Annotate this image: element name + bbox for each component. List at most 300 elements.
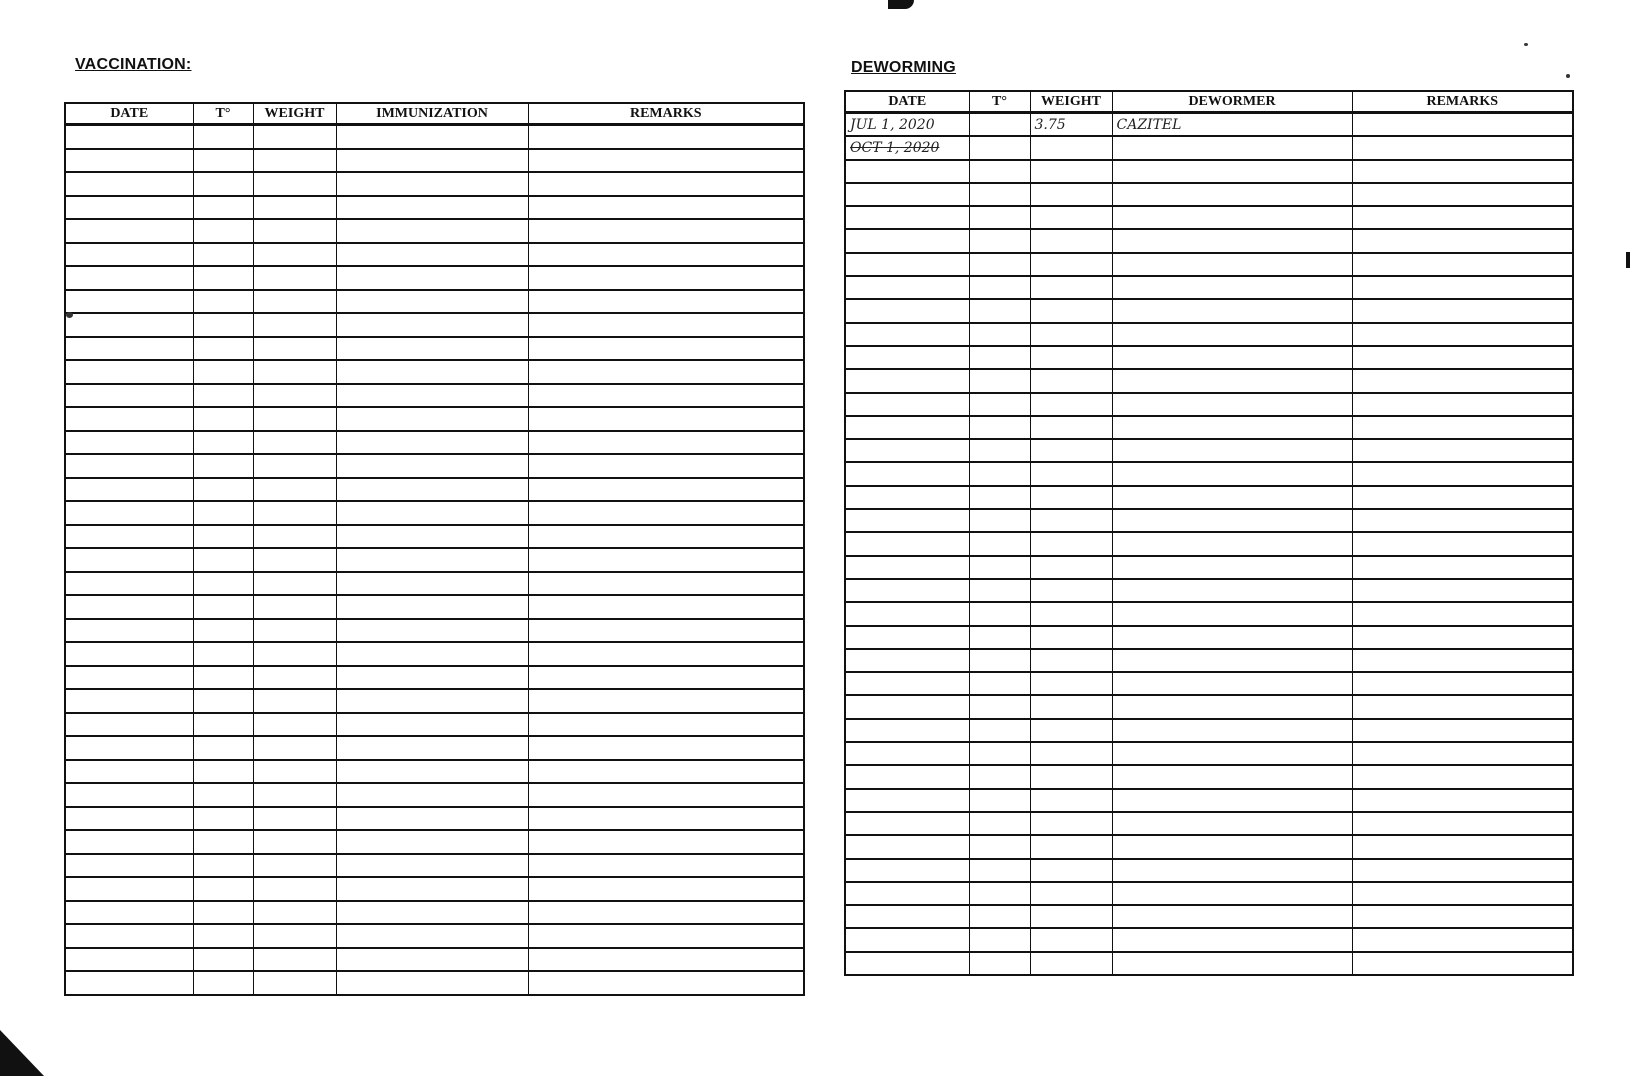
- vaccination-cell-remarks[interactable]: [528, 807, 804, 831]
- vaccination-cell-temperature[interactable]: [193, 196, 253, 220]
- vaccination-cell-immunization[interactable]: [336, 548, 528, 572]
- deworming-cell-weight[interactable]: [1030, 369, 1112, 392]
- vaccination-cell-remarks[interactable]: [528, 125, 804, 149]
- vaccination-cell-temperature[interactable]: [193, 548, 253, 572]
- deworming-cell-remarks[interactable]: [1352, 882, 1573, 905]
- vaccination-cell-immunization[interactable]: [336, 877, 528, 901]
- vaccination-cell-weight[interactable]: [253, 313, 336, 337]
- vaccination-cell-weight[interactable]: [253, 266, 336, 290]
- vaccination-cell-remarks[interactable]: [528, 830, 804, 854]
- vaccination-cell-temperature[interactable]: [193, 525, 253, 549]
- vaccination-cell-weight[interactable]: [253, 337, 336, 361]
- vaccination-cell-weight[interactable]: [253, 830, 336, 854]
- vaccination-cell-remarks[interactable]: [528, 149, 804, 173]
- vaccination-cell-temperature[interactable]: [193, 407, 253, 431]
- vaccination-cell-weight[interactable]: [253, 971, 336, 995]
- vaccination-cell-immunization[interactable]: [336, 384, 528, 408]
- deworming-cell-weight[interactable]: [1030, 416, 1112, 439]
- vaccination-cell-date[interactable]: [65, 807, 193, 831]
- deworming-cell-remarks[interactable]: [1352, 462, 1573, 485]
- deworming-cell-temperature[interactable]: [969, 789, 1030, 812]
- vaccination-cell-immunization[interactable]: [336, 196, 528, 220]
- deworming-cell-weight[interactable]: [1030, 695, 1112, 718]
- vaccination-cell-remarks[interactable]: [528, 313, 804, 337]
- vaccination-cell-temperature[interactable]: [193, 736, 253, 760]
- vaccination-cell-temperature[interactable]: [193, 337, 253, 361]
- vaccination-cell-weight[interactable]: [253, 760, 336, 784]
- vaccination-cell-remarks[interactable]: [528, 525, 804, 549]
- deworming-cell-dewormer[interactable]: [1112, 649, 1352, 672]
- vaccination-cell-remarks[interactable]: [528, 266, 804, 290]
- deworming-cell-temperature[interactable]: [969, 579, 1030, 602]
- vaccination-cell-temperature[interactable]: [193, 619, 253, 643]
- vaccination-cell-date[interactable]: [65, 971, 193, 995]
- vaccination-cell-remarks[interactable]: [528, 666, 804, 690]
- vaccination-cell-weight[interactable]: [253, 901, 336, 925]
- vaccination-cell-remarks[interactable]: [528, 172, 804, 196]
- vaccination-cell-temperature[interactable]: [193, 125, 253, 149]
- vaccination-cell-weight[interactable]: [253, 689, 336, 713]
- vaccination-cell-remarks[interactable]: [528, 572, 804, 596]
- vaccination-cell-weight[interactable]: [253, 948, 336, 972]
- deworming-cell-remarks[interactable]: [1352, 602, 1573, 625]
- deworming-cell-remarks[interactable]: [1352, 206, 1573, 229]
- vaccination-cell-immunization[interactable]: [336, 290, 528, 314]
- deworming-cell-weight[interactable]: [1030, 206, 1112, 229]
- vaccination-cell-date[interactable]: [65, 337, 193, 361]
- deworming-cell-remarks[interactable]: [1352, 626, 1573, 649]
- deworming-cell-temperature[interactable]: [969, 253, 1030, 276]
- vaccination-cell-remarks[interactable]: [528, 360, 804, 384]
- deworming-cell-weight[interactable]: [1030, 299, 1112, 322]
- deworming-cell-dewormer[interactable]: [1112, 835, 1352, 858]
- vaccination-cell-weight[interactable]: [253, 431, 336, 455]
- deworming-cell-date[interactable]: [845, 206, 969, 229]
- vaccination-cell-date[interactable]: [65, 454, 193, 478]
- deworming-cell-temperature[interactable]: [969, 462, 1030, 485]
- deworming-cell-dewormer[interactable]: [1112, 346, 1352, 369]
- deworming-cell-dewormer[interactable]: [1112, 672, 1352, 695]
- vaccination-cell-date[interactable]: [65, 877, 193, 901]
- deworming-cell-dewormer[interactable]: [1112, 136, 1352, 159]
- deworming-cell-weight[interactable]: [1030, 859, 1112, 882]
- deworming-cell-dewormer[interactable]: [1112, 393, 1352, 416]
- vaccination-cell-date[interactable]: [65, 901, 193, 925]
- deworming-cell-remarks[interactable]: [1352, 765, 1573, 788]
- vaccination-cell-immunization[interactable]: [336, 642, 528, 666]
- vaccination-cell-weight[interactable]: [253, 736, 336, 760]
- vaccination-cell-temperature[interactable]: [193, 924, 253, 948]
- deworming-cell-remarks[interactable]: [1352, 299, 1573, 322]
- vaccination-cell-weight[interactable]: [253, 548, 336, 572]
- vaccination-cell-date[interactable]: [65, 689, 193, 713]
- deworming-cell-dewormer[interactable]: [1112, 323, 1352, 346]
- deworming-cell-date[interactable]: [845, 928, 969, 951]
- deworming-cell-weight[interactable]: [1030, 905, 1112, 928]
- vaccination-cell-remarks[interactable]: [528, 196, 804, 220]
- deworming-cell-dewormer[interactable]: [1112, 742, 1352, 765]
- deworming-cell-date[interactable]: [845, 253, 969, 276]
- vaccination-cell-weight[interactable]: [253, 713, 336, 737]
- deworming-cell-remarks[interactable]: [1352, 509, 1573, 532]
- vaccination-cell-immunization[interactable]: [336, 760, 528, 784]
- vaccination-cell-immunization[interactable]: [336, 431, 528, 455]
- deworming-cell-date[interactable]: [845, 509, 969, 532]
- deworming-cell-date[interactable]: [845, 532, 969, 555]
- deworming-cell-remarks[interactable]: [1352, 719, 1573, 742]
- deworming-cell-temperature[interactable]: [969, 556, 1030, 579]
- vaccination-cell-immunization[interactable]: [336, 948, 528, 972]
- deworming-cell-date[interactable]: [845, 299, 969, 322]
- deworming-cell-date[interactable]: [845, 416, 969, 439]
- vaccination-cell-immunization[interactable]: [336, 807, 528, 831]
- deworming-cell-weight[interactable]: [1030, 556, 1112, 579]
- deworming-cell-weight[interactable]: [1030, 229, 1112, 252]
- deworming-cell-date[interactable]: OCT 1, 2020: [845, 136, 969, 159]
- vaccination-cell-immunization[interactable]: [336, 713, 528, 737]
- vaccination-cell-immunization[interactable]: [336, 666, 528, 690]
- deworming-cell-weight[interactable]: [1030, 183, 1112, 206]
- deworming-cell-temperature[interactable]: [969, 532, 1030, 555]
- deworming-cell-remarks[interactable]: [1352, 695, 1573, 718]
- vaccination-cell-immunization[interactable]: [336, 572, 528, 596]
- deworming-cell-remarks[interactable]: [1352, 393, 1573, 416]
- deworming-cell-remarks[interactable]: [1352, 346, 1573, 369]
- deworming-cell-temperature[interactable]: [969, 276, 1030, 299]
- vaccination-cell-remarks[interactable]: [528, 924, 804, 948]
- vaccination-cell-temperature[interactable]: [193, 290, 253, 314]
- deworming-cell-dewormer[interactable]: [1112, 905, 1352, 928]
- deworming-cell-temperature[interactable]: [969, 672, 1030, 695]
- deworming-cell-weight[interactable]: [1030, 136, 1112, 159]
- deworming-cell-date[interactable]: [845, 439, 969, 462]
- deworming-cell-weight[interactable]: [1030, 486, 1112, 509]
- deworming-cell-remarks[interactable]: [1352, 835, 1573, 858]
- vaccination-cell-weight[interactable]: [253, 219, 336, 243]
- deworming-cell-weight[interactable]: [1030, 765, 1112, 788]
- vaccination-cell-immunization[interactable]: [336, 901, 528, 925]
- vaccination-cell-immunization[interactable]: [336, 266, 528, 290]
- deworming-cell-temperature[interactable]: [969, 509, 1030, 532]
- deworming-cell-date[interactable]: [845, 486, 969, 509]
- deworming-cell-remarks[interactable]: [1352, 812, 1573, 835]
- deworming-cell-date[interactable]: [845, 160, 969, 183]
- vaccination-cell-temperature[interactable]: [193, 971, 253, 995]
- deworming-cell-dewormer[interactable]: [1112, 859, 1352, 882]
- deworming-cell-temperature[interactable]: [969, 229, 1030, 252]
- deworming-cell-date[interactable]: [845, 672, 969, 695]
- vaccination-cell-immunization[interactable]: [336, 337, 528, 361]
- deworming-cell-temperature[interactable]: [969, 649, 1030, 672]
- deworming-cell-weight[interactable]: [1030, 323, 1112, 346]
- deworming-cell-weight[interactable]: [1030, 602, 1112, 625]
- deworming-cell-remarks[interactable]: [1352, 649, 1573, 672]
- deworming-cell-weight[interactable]: [1030, 719, 1112, 742]
- deworming-cell-temperature[interactable]: [969, 439, 1030, 462]
- vaccination-cell-weight[interactable]: [253, 501, 336, 525]
- vaccination-cell-temperature[interactable]: [193, 666, 253, 690]
- deworming-cell-dewormer[interactable]: [1112, 416, 1352, 439]
- vaccination-cell-weight[interactable]: [253, 642, 336, 666]
- deworming-cell-dewormer[interactable]: [1112, 369, 1352, 392]
- deworming-cell-dewormer[interactable]: [1112, 719, 1352, 742]
- deworming-cell-remarks[interactable]: [1352, 253, 1573, 276]
- vaccination-cell-date[interactable]: [65, 760, 193, 784]
- vaccination-cell-date[interactable]: [65, 854, 193, 878]
- deworming-cell-temperature[interactable]: [969, 928, 1030, 951]
- vaccination-cell-weight[interactable]: [253, 877, 336, 901]
- deworming-cell-remarks[interactable]: [1352, 229, 1573, 252]
- vaccination-cell-temperature[interactable]: [193, 854, 253, 878]
- vaccination-cell-weight[interactable]: [253, 572, 336, 596]
- deworming-cell-date[interactable]: [845, 556, 969, 579]
- vaccination-cell-immunization[interactable]: [336, 595, 528, 619]
- deworming-cell-temperature[interactable]: [969, 113, 1030, 137]
- vaccination-cell-weight[interactable]: [253, 125, 336, 149]
- vaccination-cell-remarks[interactable]: [528, 501, 804, 525]
- deworming-cell-date[interactable]: [845, 323, 969, 346]
- vaccination-cell-remarks[interactable]: [528, 431, 804, 455]
- vaccination-cell-date[interactable]: [65, 172, 193, 196]
- deworming-cell-temperature[interactable]: [969, 719, 1030, 742]
- vaccination-cell-remarks[interactable]: [528, 337, 804, 361]
- vaccination-cell-temperature[interactable]: [193, 266, 253, 290]
- vaccination-cell-temperature[interactable]: [193, 642, 253, 666]
- vaccination-cell-temperature[interactable]: [193, 478, 253, 502]
- vaccination-cell-immunization[interactable]: [336, 783, 528, 807]
- vaccination-cell-immunization[interactable]: [336, 830, 528, 854]
- deworming-cell-temperature[interactable]: [969, 206, 1030, 229]
- deworming-cell-date[interactable]: [845, 393, 969, 416]
- deworming-cell-remarks[interactable]: [1352, 276, 1573, 299]
- deworming-cell-temperature[interactable]: [969, 136, 1030, 159]
- vaccination-cell-date[interactable]: [65, 548, 193, 572]
- vaccination-cell-date[interactable]: [65, 407, 193, 431]
- vaccination-cell-immunization[interactable]: [336, 172, 528, 196]
- vaccination-cell-temperature[interactable]: [193, 501, 253, 525]
- vaccination-cell-date[interactable]: [65, 219, 193, 243]
- vaccination-cell-date[interactable]: [65, 501, 193, 525]
- deworming-cell-date[interactable]: [845, 276, 969, 299]
- vaccination-cell-date[interactable]: [65, 619, 193, 643]
- vaccination-cell-date[interactable]: [65, 196, 193, 220]
- vaccination-cell-date[interactable]: [65, 313, 193, 337]
- vaccination-cell-date[interactable]: [65, 431, 193, 455]
- deworming-cell-date[interactable]: [845, 626, 969, 649]
- deworming-cell-temperature[interactable]: [969, 346, 1030, 369]
- vaccination-cell-immunization[interactable]: [336, 689, 528, 713]
- deworming-cell-temperature[interactable]: [969, 160, 1030, 183]
- deworming-cell-date[interactable]: [845, 346, 969, 369]
- vaccination-cell-weight[interactable]: [253, 854, 336, 878]
- deworming-cell-remarks[interactable]: [1352, 742, 1573, 765]
- deworming-cell-weight[interactable]: [1030, 579, 1112, 602]
- vaccination-cell-remarks[interactable]: [528, 642, 804, 666]
- deworming-cell-temperature[interactable]: [969, 765, 1030, 788]
- deworming-cell-weight[interactable]: [1030, 952, 1112, 975]
- vaccination-cell-immunization[interactable]: [336, 619, 528, 643]
- vaccination-cell-date[interactable]: [65, 478, 193, 502]
- vaccination-cell-temperature[interactable]: [193, 572, 253, 596]
- deworming-cell-dewormer[interactable]: [1112, 486, 1352, 509]
- deworming-cell-weight[interactable]: [1030, 253, 1112, 276]
- vaccination-cell-immunization[interactable]: [336, 971, 528, 995]
- vaccination-cell-remarks[interactable]: [528, 219, 804, 243]
- deworming-cell-date[interactable]: [845, 812, 969, 835]
- deworming-cell-weight[interactable]: [1030, 532, 1112, 555]
- deworming-cell-remarks[interactable]: [1352, 556, 1573, 579]
- vaccination-cell-remarks[interactable]: [528, 783, 804, 807]
- vaccination-cell-date[interactable]: [65, 924, 193, 948]
- deworming-cell-dewormer[interactable]: [1112, 952, 1352, 975]
- deworming-cell-date[interactable]: [845, 765, 969, 788]
- deworming-cell-temperature[interactable]: [969, 905, 1030, 928]
- deworming-cell-dewormer[interactable]: [1112, 928, 1352, 951]
- vaccination-cell-date[interactable]: [65, 666, 193, 690]
- deworming-cell-temperature[interactable]: [969, 835, 1030, 858]
- deworming-cell-weight[interactable]: [1030, 835, 1112, 858]
- vaccination-cell-immunization[interactable]: [336, 478, 528, 502]
- deworming-cell-remarks[interactable]: [1352, 136, 1573, 159]
- vaccination-cell-temperature[interactable]: [193, 454, 253, 478]
- deworming-cell-temperature[interactable]: [969, 742, 1030, 765]
- vaccination-cell-remarks[interactable]: [528, 736, 804, 760]
- vaccination-cell-remarks[interactable]: [528, 548, 804, 572]
- deworming-cell-dewormer[interactable]: [1112, 299, 1352, 322]
- deworming-cell-remarks[interactable]: [1352, 672, 1573, 695]
- vaccination-cell-date[interactable]: [65, 572, 193, 596]
- deworming-cell-weight[interactable]: 3.75: [1030, 113, 1112, 137]
- vaccination-cell-weight[interactable]: [253, 149, 336, 173]
- deworming-cell-temperature[interactable]: [969, 952, 1030, 975]
- vaccination-cell-immunization[interactable]: [336, 454, 528, 478]
- deworming-cell-date[interactable]: [845, 462, 969, 485]
- vaccination-cell-temperature[interactable]: [193, 830, 253, 854]
- vaccination-cell-weight[interactable]: [253, 407, 336, 431]
- vaccination-cell-weight[interactable]: [253, 666, 336, 690]
- vaccination-cell-temperature[interactable]: [193, 313, 253, 337]
- vaccination-cell-temperature[interactable]: [193, 360, 253, 384]
- deworming-cell-remarks[interactable]: [1352, 859, 1573, 882]
- vaccination-cell-temperature[interactable]: [193, 877, 253, 901]
- deworming-cell-date[interactable]: [845, 742, 969, 765]
- vaccination-cell-remarks[interactable]: [528, 713, 804, 737]
- deworming-cell-dewormer[interactable]: [1112, 160, 1352, 183]
- deworming-cell-weight[interactable]: [1030, 393, 1112, 416]
- vaccination-cell-weight[interactable]: [253, 172, 336, 196]
- vaccination-cell-date[interactable]: [65, 243, 193, 267]
- vaccination-cell-date[interactable]: [65, 384, 193, 408]
- vaccination-cell-remarks[interactable]: [528, 243, 804, 267]
- deworming-cell-remarks[interactable]: [1352, 439, 1573, 462]
- vaccination-cell-temperature[interactable]: [193, 595, 253, 619]
- vaccination-cell-remarks[interactable]: [528, 948, 804, 972]
- deworming-cell-temperature[interactable]: [969, 183, 1030, 206]
- deworming-cell-dewormer[interactable]: [1112, 229, 1352, 252]
- vaccination-cell-remarks[interactable]: [528, 407, 804, 431]
- deworming-cell-weight[interactable]: [1030, 812, 1112, 835]
- vaccination-cell-immunization[interactable]: [336, 525, 528, 549]
- vaccination-cell-date[interactable]: [65, 125, 193, 149]
- deworming-cell-date[interactable]: [845, 859, 969, 882]
- vaccination-cell-date[interactable]: [65, 360, 193, 384]
- vaccination-cell-immunization[interactable]: [336, 125, 528, 149]
- vaccination-cell-weight[interactable]: [253, 196, 336, 220]
- deworming-cell-temperature[interactable]: [969, 486, 1030, 509]
- vaccination-cell-remarks[interactable]: [528, 619, 804, 643]
- deworming-cell-dewormer[interactable]: [1112, 532, 1352, 555]
- deworming-cell-temperature[interactable]: [969, 882, 1030, 905]
- vaccination-cell-weight[interactable]: [253, 360, 336, 384]
- deworming-cell-dewormer[interactable]: [1112, 882, 1352, 905]
- deworming-cell-dewormer[interactable]: [1112, 556, 1352, 579]
- vaccination-cell-date[interactable]: [65, 149, 193, 173]
- vaccination-cell-date[interactable]: [65, 783, 193, 807]
- vaccination-cell-remarks[interactable]: [528, 595, 804, 619]
- vaccination-cell-date[interactable]: [65, 525, 193, 549]
- deworming-cell-remarks[interactable]: [1352, 928, 1573, 951]
- vaccination-cell-weight[interactable]: [253, 619, 336, 643]
- deworming-cell-dewormer[interactable]: [1112, 206, 1352, 229]
- vaccination-cell-weight[interactable]: [253, 525, 336, 549]
- deworming-cell-weight[interactable]: [1030, 672, 1112, 695]
- deworming-cell-dewormer[interactable]: [1112, 602, 1352, 625]
- deworming-cell-remarks[interactable]: [1352, 789, 1573, 812]
- deworming-cell-weight[interactable]: [1030, 742, 1112, 765]
- vaccination-cell-date[interactable]: [65, 266, 193, 290]
- vaccination-cell-temperature[interactable]: [193, 783, 253, 807]
- vaccination-cell-weight[interactable]: [253, 924, 336, 948]
- deworming-cell-remarks[interactable]: [1352, 416, 1573, 439]
- vaccination-cell-temperature[interactable]: [193, 431, 253, 455]
- deworming-cell-date[interactable]: [845, 579, 969, 602]
- deworming-cell-dewormer[interactable]: [1112, 765, 1352, 788]
- vaccination-cell-immunization[interactable]: [336, 313, 528, 337]
- deworming-cell-remarks[interactable]: [1352, 369, 1573, 392]
- deworming-cell-weight[interactable]: [1030, 626, 1112, 649]
- deworming-cell-weight[interactable]: [1030, 882, 1112, 905]
- vaccination-cell-immunization[interactable]: [336, 736, 528, 760]
- vaccination-cell-remarks[interactable]: [528, 854, 804, 878]
- deworming-cell-weight[interactable]: [1030, 928, 1112, 951]
- deworming-cell-temperature[interactable]: [969, 393, 1030, 416]
- vaccination-cell-remarks[interactable]: [528, 290, 804, 314]
- vaccination-cell-immunization[interactable]: [336, 243, 528, 267]
- vaccination-cell-immunization[interactable]: [336, 360, 528, 384]
- deworming-cell-date[interactable]: [845, 952, 969, 975]
- vaccination-cell-weight[interactable]: [253, 783, 336, 807]
- vaccination-cell-weight[interactable]: [253, 384, 336, 408]
- deworming-cell-date[interactable]: [845, 183, 969, 206]
- vaccination-cell-date[interactable]: [65, 713, 193, 737]
- vaccination-cell-weight[interactable]: [253, 290, 336, 314]
- vaccination-cell-temperature[interactable]: [193, 149, 253, 173]
- deworming-cell-dewormer[interactable]: [1112, 695, 1352, 718]
- vaccination-cell-remarks[interactable]: [528, 760, 804, 784]
- deworming-cell-weight[interactable]: [1030, 439, 1112, 462]
- deworming-cell-weight[interactable]: [1030, 789, 1112, 812]
- deworming-cell-date[interactable]: [845, 602, 969, 625]
- deworming-cell-temperature[interactable]: [969, 602, 1030, 625]
- vaccination-cell-temperature[interactable]: [193, 948, 253, 972]
- deworming-cell-date[interactable]: [845, 369, 969, 392]
- vaccination-cell-remarks[interactable]: [528, 901, 804, 925]
- vaccination-cell-temperature[interactable]: [193, 172, 253, 196]
- deworming-cell-remarks[interactable]: [1352, 532, 1573, 555]
- deworming-cell-date[interactable]: [845, 905, 969, 928]
- vaccination-cell-temperature[interactable]: [193, 901, 253, 925]
- deworming-cell-weight[interactable]: [1030, 509, 1112, 532]
